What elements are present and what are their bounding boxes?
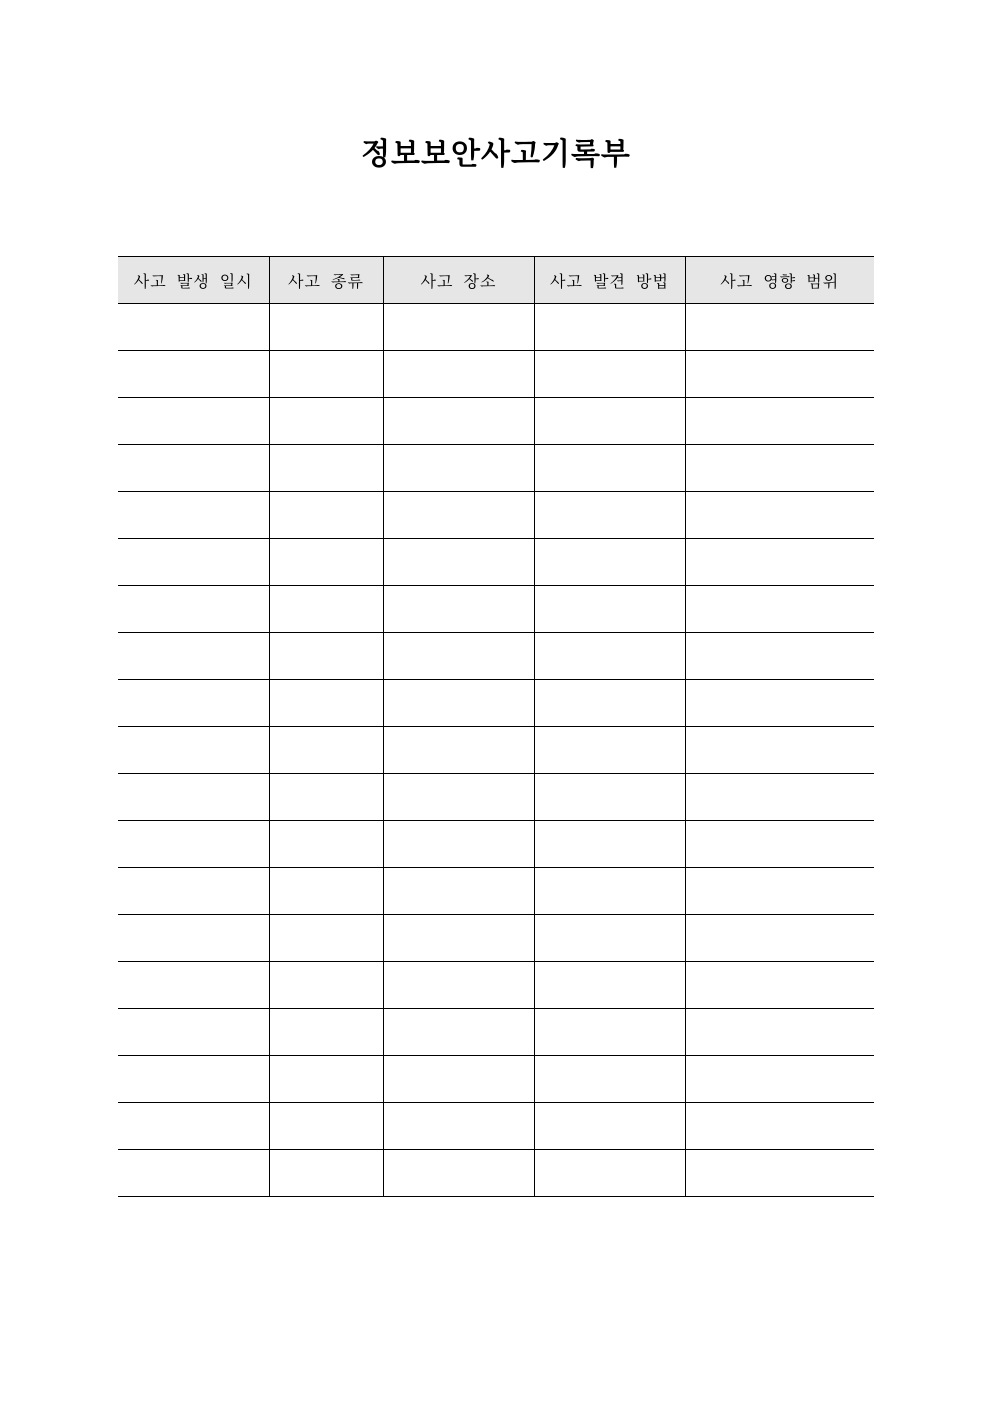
table-cell (685, 304, 874, 351)
table-cell (269, 633, 383, 680)
table-row (118, 680, 874, 727)
table-row (118, 586, 874, 633)
table-cell (383, 774, 534, 821)
table-cell (269, 586, 383, 633)
table-row (118, 1103, 874, 1150)
table-cell (269, 680, 383, 727)
table-cell (383, 586, 534, 633)
table-cell (383, 539, 534, 586)
table-cell (118, 1009, 269, 1056)
table-cell (383, 962, 534, 1009)
table-cell (118, 1056, 269, 1103)
table-cell (118, 821, 269, 868)
table-cell (269, 821, 383, 868)
table-cell (269, 304, 383, 351)
table-cell (269, 915, 383, 962)
table-cell (534, 586, 685, 633)
table-cell (118, 492, 269, 539)
table-cell (118, 445, 269, 492)
table-cell (685, 351, 874, 398)
table-cell (269, 398, 383, 445)
table-cell (685, 445, 874, 492)
table-cell (118, 304, 269, 351)
table-cell (383, 915, 534, 962)
table-cell (383, 1103, 534, 1150)
table-cell (269, 727, 383, 774)
table-cell (383, 304, 534, 351)
table-cell (118, 1150, 269, 1197)
table-cell (383, 868, 534, 915)
table-row (118, 915, 874, 962)
table-cell (534, 680, 685, 727)
table-cell (383, 1009, 534, 1056)
table-cell (534, 492, 685, 539)
table-cell (269, 1056, 383, 1103)
table-cell (534, 821, 685, 868)
table-cell (269, 1103, 383, 1150)
table-cell (534, 915, 685, 962)
table-cell (685, 1056, 874, 1103)
table-cell (269, 868, 383, 915)
table-cell (118, 727, 269, 774)
table-cell (534, 539, 685, 586)
table-cell (685, 915, 874, 962)
table-cell (685, 633, 874, 680)
table-body (118, 304, 874, 1197)
table-cell (269, 351, 383, 398)
table-cell (118, 351, 269, 398)
table-cell (118, 915, 269, 962)
table-cell (269, 774, 383, 821)
column-header-detection-method: 사고 발견 방법 (534, 257, 685, 304)
table-cell (383, 1056, 534, 1103)
table-cell (118, 1103, 269, 1150)
table-cell (118, 868, 269, 915)
table-cell (383, 633, 534, 680)
table-cell (534, 398, 685, 445)
table-row (118, 492, 874, 539)
table-cell (383, 351, 534, 398)
table-row (118, 1009, 874, 1056)
page-title: 정보보안사고기록부 (361, 137, 631, 172)
table-cell (269, 1009, 383, 1056)
table-cell (534, 962, 685, 1009)
table-cell (534, 351, 685, 398)
table-cell (383, 727, 534, 774)
table-cell (269, 539, 383, 586)
table-cell (118, 586, 269, 633)
table-row (118, 1056, 874, 1103)
column-header-incident-location: 사고 장소 (383, 257, 534, 304)
table-row (118, 351, 874, 398)
table-row (118, 774, 874, 821)
table-cell (685, 1009, 874, 1056)
table-row (118, 727, 874, 774)
table-cell (685, 586, 874, 633)
table-cell (383, 680, 534, 727)
table-row (118, 445, 874, 492)
table-row (118, 868, 874, 915)
table-cell (685, 1103, 874, 1150)
table-row (118, 398, 874, 445)
column-header-incident-type: 사고 종류 (269, 257, 383, 304)
table-row (118, 821, 874, 868)
table-cell (534, 727, 685, 774)
table-cell (269, 492, 383, 539)
table-row (118, 539, 874, 586)
table-header-row (118, 257, 874, 304)
table-cell (383, 398, 534, 445)
table-cell (685, 962, 874, 1009)
table-cell (383, 445, 534, 492)
table-cell (118, 398, 269, 445)
table-cell (685, 398, 874, 445)
table-cell (534, 1150, 685, 1197)
table-cell (383, 492, 534, 539)
table-cell (383, 1150, 534, 1197)
column-header-occurrence-datetime: 사고 발생 일시 (118, 257, 269, 304)
table-cell (685, 821, 874, 868)
table-row (118, 962, 874, 1009)
table-cell (534, 868, 685, 915)
incident-log-table (118, 256, 874, 1197)
table-cell (534, 304, 685, 351)
table-cell (118, 539, 269, 586)
table-row (118, 1150, 874, 1197)
table-cell (118, 680, 269, 727)
table-cell (534, 1056, 685, 1103)
table-row (118, 304, 874, 351)
table-cell (534, 1103, 685, 1150)
table-cell (685, 680, 874, 727)
table-cell (685, 539, 874, 586)
table-cell (269, 962, 383, 1009)
table-cell (269, 445, 383, 492)
table-cell (685, 774, 874, 821)
table-cell (534, 633, 685, 680)
table-cell (534, 1009, 685, 1056)
column-header-impact-scope: 사고 영향 범위 (685, 257, 874, 304)
table-cell (383, 821, 534, 868)
table-cell (685, 1150, 874, 1197)
table-row (118, 633, 874, 680)
table-cell (685, 492, 874, 539)
table-cell (534, 445, 685, 492)
table-cell (118, 633, 269, 680)
table-cell (534, 774, 685, 821)
table-cell (685, 727, 874, 774)
table-cell (685, 868, 874, 915)
table-cell (118, 774, 269, 821)
table-cell (118, 962, 269, 1009)
table-cell (269, 1150, 383, 1197)
